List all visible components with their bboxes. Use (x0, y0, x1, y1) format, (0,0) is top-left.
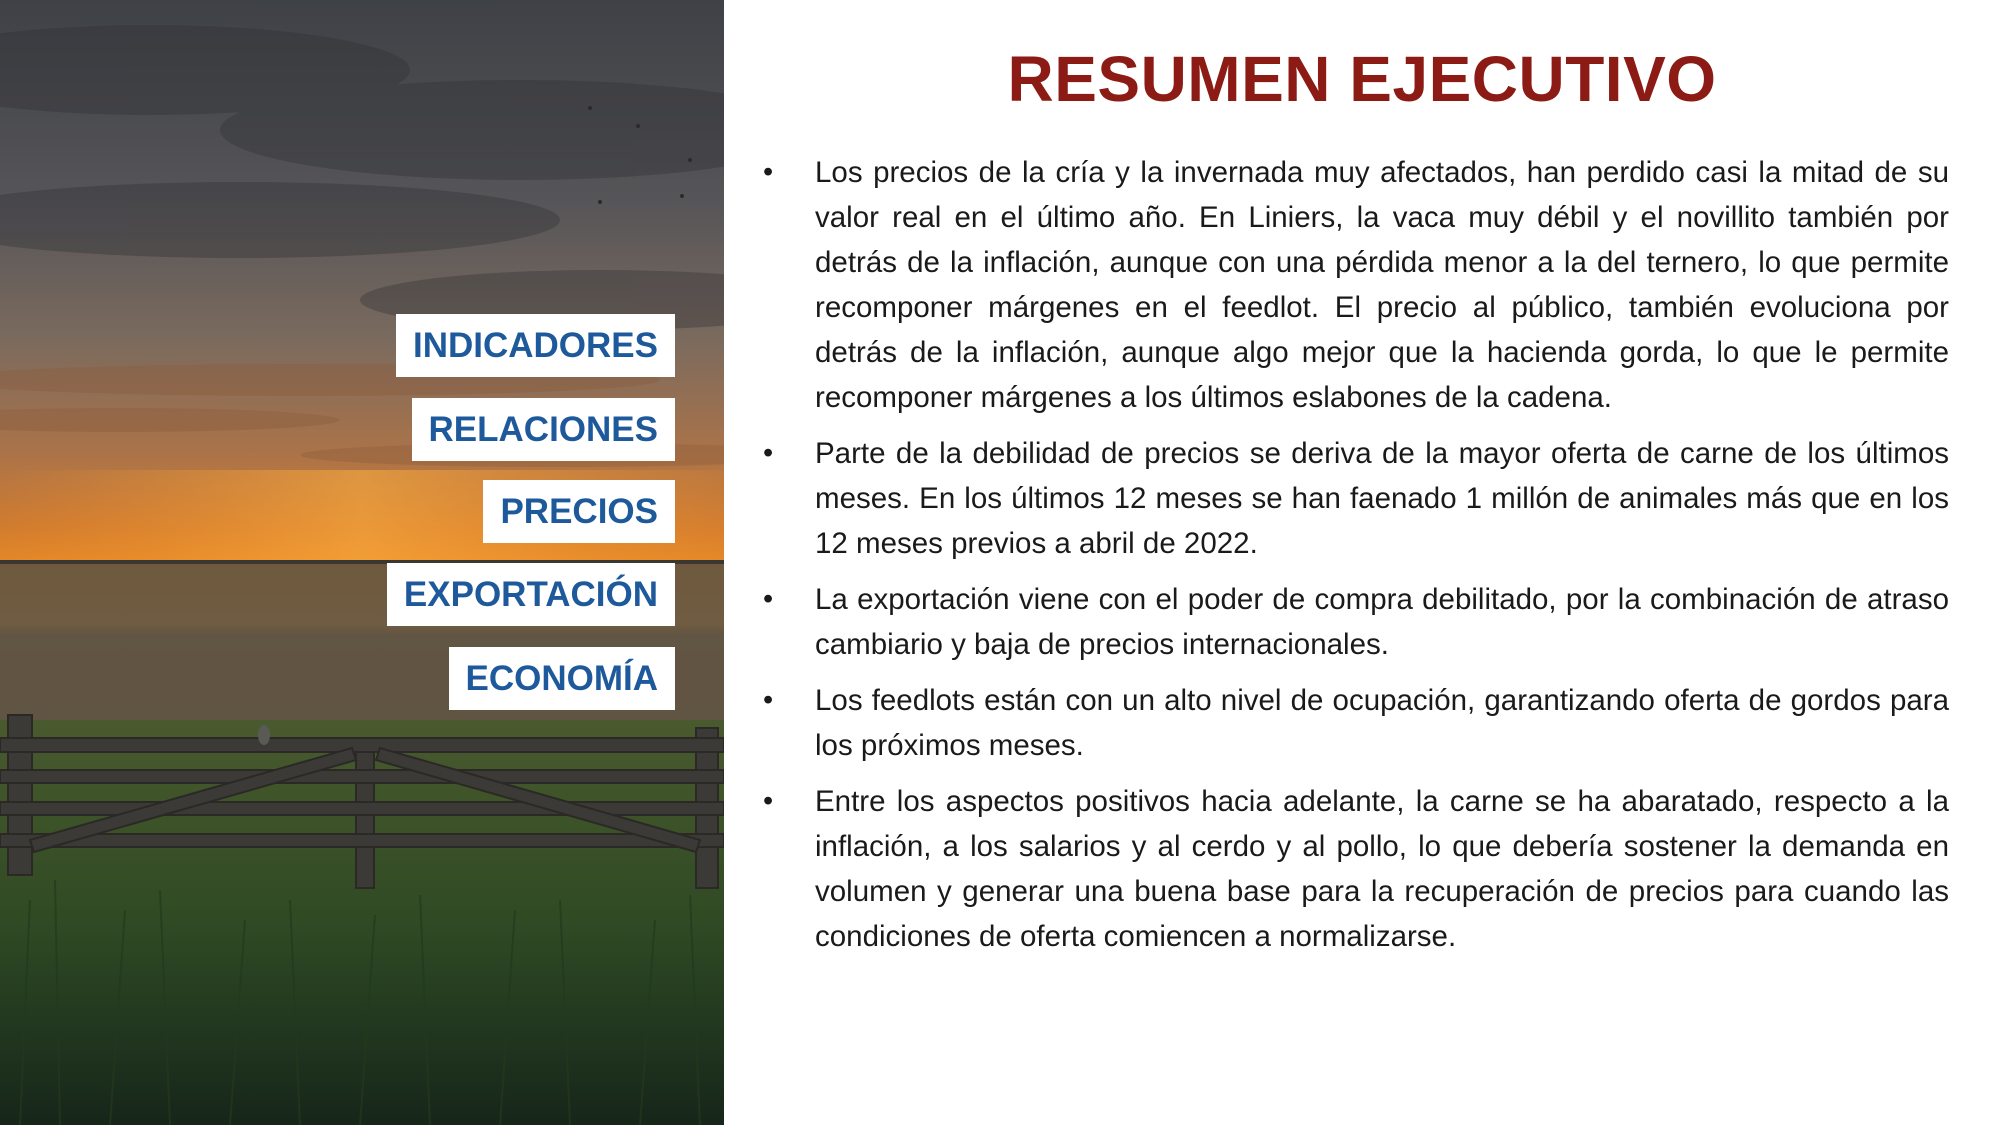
nav-button-exportacion[interactable]: EXPORTACIÓN (387, 563, 675, 626)
summary-bullet-item (757, 678, 1949, 768)
nav-button-precios[interactable]: PRECIOS (483, 480, 675, 543)
bullet-text: Entre los aspectos positivos hacia adelante, la carne se ha abaratado, respecto a la inflación, a los salarios y al cerdo y al pollo, lo que debería sostener la demanda en volumen y generar una buena base para la recuperación de precios para cuando las condiciones de oferta comiencen a normalizarse. (815, 785, 1949, 953)
nav-button-indicadores[interactable]: INDICADORES (396, 314, 675, 377)
landscape-photo (0, 0, 724, 1125)
bullet-text: La exportación viene con el poder de compra debilitado, por la combinación de atraso cambiario y baja de precios internacionales. (815, 583, 1949, 661)
bullet-text: Los feedlots están con un alto nivel de ocupación, garantizando oferta de gordos para los próximos meses. (815, 684, 1949, 762)
bullet-marker: • (763, 785, 774, 817)
section-navigation (0, 0, 724, 1125)
summary-bullet-item (757, 577, 1949, 667)
page-title: RESUMEN EJECUTIVO (1007, 43, 1717, 115)
bullet-text: Parte de la debilidad de precios se deriva de la mayor oferta de carne de los últimos meses. En los últimos 12 meses se han faenado 1 millón de animales más que en los 12 meses previos a abril de 2022. (815, 437, 1949, 560)
summary-bullet-item (757, 779, 1949, 959)
summary-bullet-item (757, 150, 1949, 420)
bullet-text: Los precios de la cría y la invernada muy afectados, han perdido casi la mitad de su valor real en el último año. En Liniers, la vaca muy débil y el novillito también por detrás de la inflación, aunque con una pérdida menor a la del ternero, lo que permite recomponer márgenes en el feedlot. El precio al público, también evoluciona por detrás de la inflación, aunque algo mejor que la hacienda gorda, lo que le permite recomponer márgenes a los últimos eslabones de la cadena. (815, 156, 1949, 414)
bullet-marker: • (763, 437, 774, 469)
summary-bullet-list (757, 150, 1949, 970)
nav-button-relaciones[interactable]: RELACIONES (412, 398, 675, 461)
bullet-marker: • (763, 156, 774, 188)
bullet-marker: • (763, 583, 774, 615)
summary-bullet-item (757, 431, 1949, 566)
nav-button-economia[interactable]: ECONOMÍA (449, 647, 676, 710)
bullet-marker: • (763, 684, 774, 716)
